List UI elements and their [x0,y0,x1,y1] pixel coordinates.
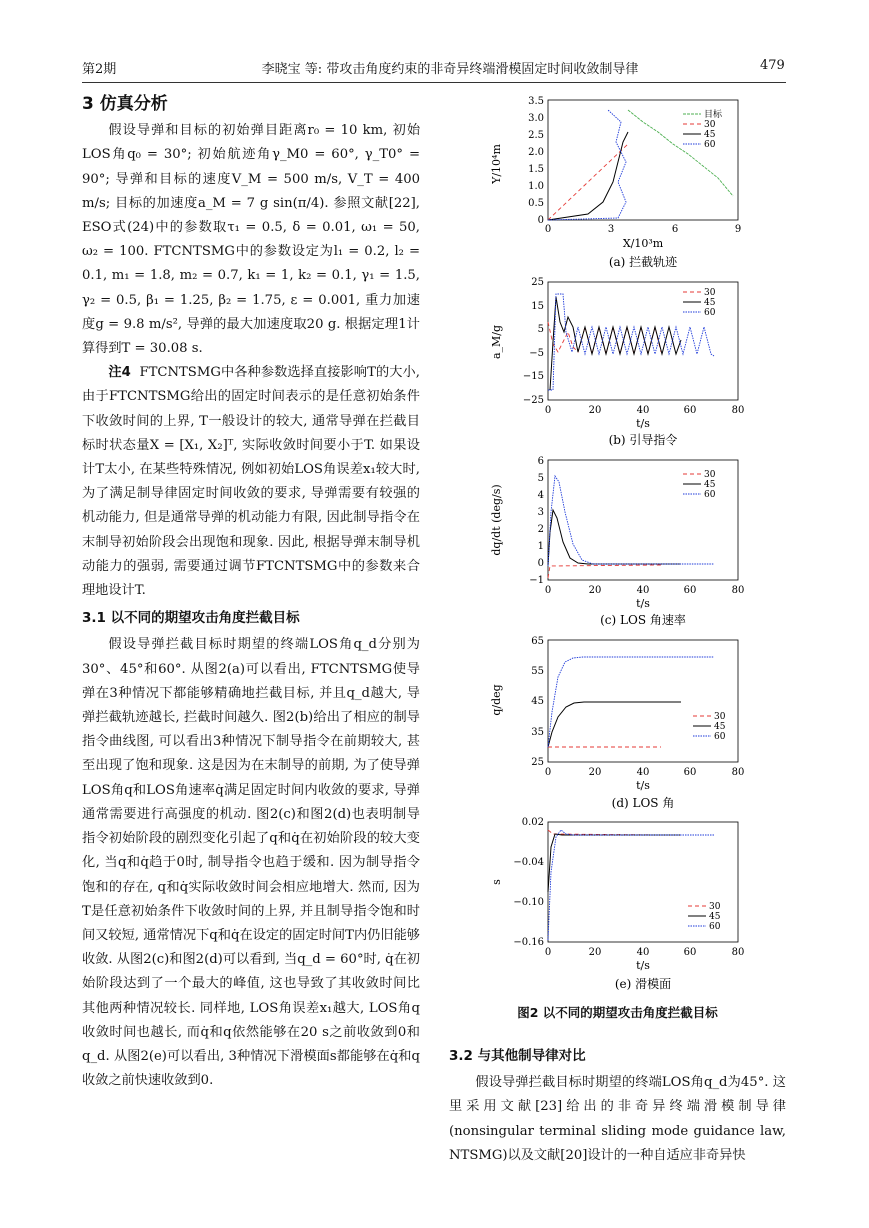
caption-b: (b) 引导指令 [608,433,678,447]
ylabel-a: Y/10⁴m [490,144,503,184]
xtick: 9 [734,224,742,235]
paragraph-params: 假设导弹和目标的初始弹目距离r₀ = 10 km, 初始LOS角q₀ = 30°; 初始航迹角γ_M0 = 60°, γ_T0° = 90°; 导弹和目标的速度V_M = 500 m/s, V_T = 400 m/s; 目标的加速度a_M = 7 g sin(π/4). 参照文献[22], ESO式(24)中的参数取τ₁ = 0.5, δ = 0.01, ω₁ = 50, ω₂ = 100. FTCNTSMG中的参数设定为l₁ = 0.2, l₂ = 0.1, m₁ = 1.8, m₂ = 0.7, k₁ = 1, k₂ = 0.1, γ₁ = 1.5, γ₂ = 0.5, β₁ = 1.25, β₂ = 1.75, ε = 0.001, 重力加速度g = 9.8 m/s², 导弹的最大加速度取20 g. 根据定理1计算得到T = 30.08 s. [82,123,420,357]
left-column [82,92,420,1093]
caption-c: (c) LOS 角速率 [600,613,686,627]
legend-label: 45 [714,722,726,732]
legend-label: 45 [709,912,721,922]
xtick: 80 [731,947,745,958]
caption-d: (d) LOS 角 [611,796,675,810]
xtick: 3 [607,224,615,235]
ytick: 1 [537,541,544,552]
ytick: 0 [537,558,544,569]
ytick: −15 [522,371,544,382]
ytick: 35 [531,727,544,738]
ylabel-b: a_M/g [490,324,503,360]
ytick: 45 [531,696,544,707]
xtick: 20 [588,405,602,416]
paragraph-comparison: 假设导弹拦截目标时期望的终端LOS角q_d为45°. 这里采用文献[23]给出的非奇异终端滑模制导律(nonsingular terminal sliding mode guidance law, NTSMG)以及文献[20]设计的一种自适应非奇异快 [449,1075,786,1163]
ytick: 25 [531,757,544,768]
paragraph-analysis: 假设导弹拦截目标时期望的终端LOS角q_d分别为30°、45°和60°. 从图2(a)可以看出, FTCNTSMG使导弹在3种情况下都能够精确地拦截目标, 并且q_d越大, 导弹拦截轨迹越长, 拦截时间越久. 图2(b)给出了相应的制导指令曲线图, 可以看出3种情况下制导指令在前期较大, 甚至出现了饱和现象. 这是因为在末制导的前期, 为了使导弹LOS角q和LOS角速率q̇满足固定时间内收敛的要求, 导弹通常需要进行高强度的机动. 图2(c)和图2(d)也表明制导指令初始阶段的剧烈变化引起了q和q̇在初始阶段的较大变化, 当q和q̇趋于0时, 制导指令也趋于缓和. 因为制导指令饱和的存在, q和q̇实际收敛时间会相应地增大. 然而, 因为T是任意初始条件下收敛时间的上界, 并且制导指令饱和时间又较短, 通常情况下q和q̇在设定的固定时间T内仍旧能够收敛. 从图2(c)和图2(d)可以看到, 当q_d = 60°时, q̇在初始阶段达到了一个最大的峰值, 这也导致了其收敛时间比其他两种情况较长. 同样地, LOS角误差x₁越大, LOS角q收敛时间也越长, 而q̇和q依然能够在20 s之前收敛到0和q_d. 从图2(e)可以看出, 3种情况下滑模面s都能够在q̇和q收敛之前快速收敛到0. [82,637,420,1089]
ytick: 2.5 [528,130,544,141]
s-60 [548,830,714,940]
header-rule [82,82,786,83]
paragraph-note [82,361,420,603]
ytick: 2.0 [528,147,544,158]
target-trajectory [628,110,733,196]
s-30 [548,830,661,835]
xtick: 0 [544,224,552,235]
ytick: 3 [537,507,544,518]
ytick: −5 [529,348,544,359]
xtick: 40 [636,947,650,958]
xlabel-e: t/s [636,959,650,972]
legend-label: 30 [714,712,726,722]
caption-e: (e) 滑模面 [614,977,672,991]
ytick: −0.10 [513,897,544,908]
ytick: 3.0 [528,113,544,124]
subsection-title-2: 3.2 与其他制导律对比 [449,1048,586,1064]
legend-label: 30 [704,470,716,480]
xlabel-b: t/s [636,417,650,430]
ytick: −1 [529,575,544,586]
subsection-title: 3.1 以不同的期望攻击角度拦截目标 [82,610,300,627]
xtick: 0 [544,585,552,596]
ytick: 3.5 [528,96,544,107]
xtick: 80 [731,585,745,596]
rate-60 [548,476,714,566]
ytick: 0 [537,215,544,226]
ylabel-d: q/deg [490,684,503,716]
ytick: −0.16 [513,937,544,948]
s-45 [548,834,681,892]
header-issue: 第2期 [82,62,117,77]
figure-2c [478,452,788,630]
xlabel-d: t/s [636,779,650,792]
traj-30 [548,144,628,220]
legend-label: 60 [704,490,716,500]
rate-45 [548,510,681,566]
legend-label: 45 [704,130,716,140]
figure-2a [478,92,788,272]
xtick: 6 [671,224,679,235]
legend-label: 30 [704,288,716,298]
rate-30 [548,565,661,578]
legend-label: 45 [704,298,716,308]
legend-label: 45 [704,480,716,490]
note-text: FTCNTSMG中各种参数选择直接影响T的大小, 由于FTCNTSMG给出的固定时间表示的是任意初始条件下收敛时间的上界, T一般设计的较大, 通常导弹在拦截目标时状态量X = [X₁, X₂]ᵀ, 实际收敛时间要小于T. 如果设计T太小, 在某些特殊情况, 例如初始LOS角误差x₁较大时, 为了满足制导律固定时间收敛的要求, 导弹需要有较强的机动能力, 但是通常导弹的机动能力有限, 因此制导指令在末制导初始阶段会出现饱和现象. 因此, 根据导弹末制导机动能力的强弱, 需要通过调节FTCNTSMG中的参数来合理地设计T. [82,365,420,599]
ylabel-c: dq/dt (deg/s) [490,484,503,556]
note-label: 注4 [108,365,131,381]
xtick: 60 [683,947,697,958]
ytick: 5 [537,324,544,335]
section-title: 3 仿真分析 [82,94,168,114]
ytick: 0.02 [521,817,544,828]
ytick: 4 [537,490,544,501]
figure-2b [478,272,788,450]
ytick: 2 [537,524,544,535]
xtick: 0 [544,405,552,416]
ytick: 1.5 [528,164,544,175]
traj-45 [548,132,628,220]
traj-60 [548,110,626,220]
header-title: 李晓宝 等: 带攻击角度约束的非奇异终端滑模固定时间收敛制导律 [261,62,639,77]
xtick: 0 [544,947,552,958]
legend-label: 60 [714,732,726,742]
ytick: −25 [522,395,544,406]
xtick: 60 [683,405,697,416]
los-45 [548,702,681,747]
ytick: 15 [531,301,544,312]
ytick: 0.5 [528,198,544,209]
xtick: 80 [731,767,745,778]
xtick: 20 [588,767,602,778]
legend-label: 60 [704,308,716,318]
figure-2e [478,812,788,994]
xtick: 80 [731,405,745,416]
right-column [449,1044,786,1168]
xlabel-c: t/s [636,597,650,610]
xtick: 0 [544,767,552,778]
ytick: 65 [531,636,544,647]
xtick: 60 [683,585,697,596]
xtick: 60 [683,767,697,778]
xtick: 40 [636,767,650,778]
ytick: 55 [531,666,544,677]
caption-a: (a) 拦截轨迹 [608,255,678,269]
ytick: −0.04 [513,857,544,868]
xtick: 20 [588,585,602,596]
ytick: 5 [537,473,544,484]
xtick: 40 [636,585,650,596]
xtick: 40 [636,405,650,416]
legend-label: 60 [704,140,716,150]
header-page: 479 [760,58,785,73]
ytick: 1.0 [528,181,544,192]
xlabel-a: X/10³m [622,237,664,250]
ylabel-e: s [490,879,503,885]
figure-caption: 图2 以不同的期望攻击角度拦截目标 [517,1005,718,1020]
ytick: 25 [531,277,544,288]
legend-label: 30 [704,120,716,130]
ytick: 6 [537,456,544,467]
legend-label: 60 [709,922,721,932]
xtick: 20 [588,947,602,958]
figure-2d [478,632,788,812]
legend-label: 目标 [704,110,723,120]
legend-label: 30 [709,902,721,912]
